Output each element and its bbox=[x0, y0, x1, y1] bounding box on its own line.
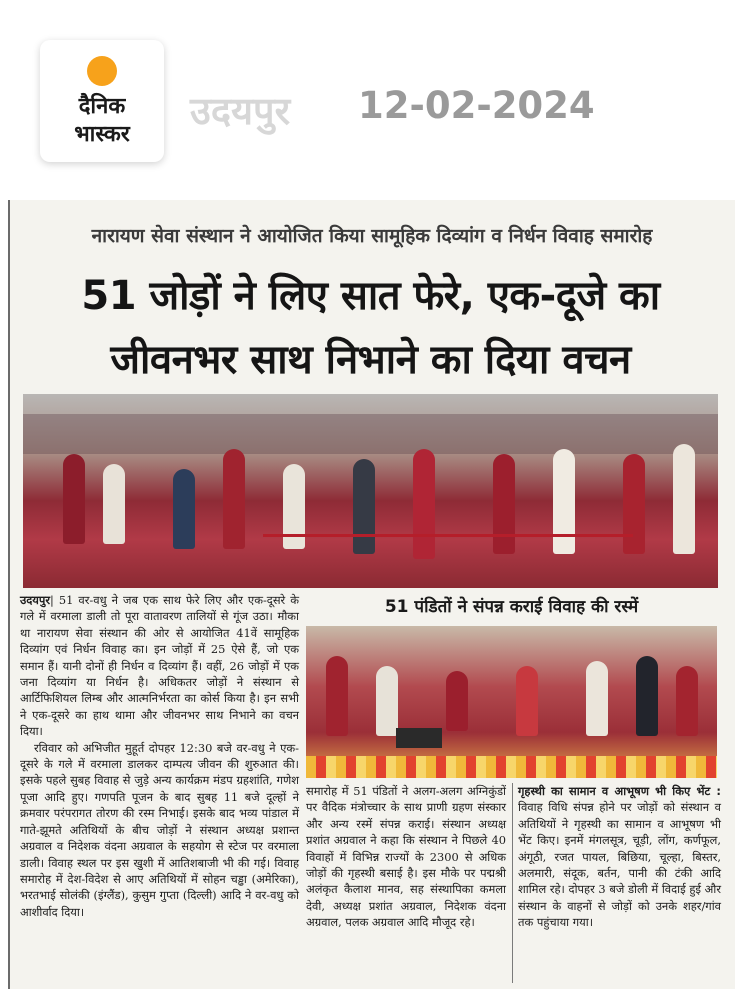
sidebox-text: विवाह विधि संपन्न होने पर जोड़ों को संस्थान व अतिथियों ने गृहस्थी का सामान व आभूषण भी भेंट किए। इनमें मंगलसूत्र, चूड़ी, लोंग, कर्णफूल, अंगूठी, रजत पायल, बिछिया, चूल्हा, बिस्तर, अलमारी, संदूक, बर्तन, पानी की टंकी आदि शामिल रहे। दोपहर 3 बजे डोली में विदाई हुई और संस्थान के वाहनों से जोड़ों को उनके शहर/गांव तक पहुंचाया गया। bbox=[518, 800, 721, 930]
column1-paragraph1: 51 वर-वधु ने जब एक साथ फेरे लिए और एक-दूसरे के गले में वरमाला डाली तो पूरा वातावरण तालियों से गूंज उठा। मौका था नारायण सेवा संस्थान की ओर से आयोजित 41वें सामूहिक दिव्यांग एवं निर्धन विवाह का। इन जोड़ों में 25 ऐसे हैं, जो एक समान हैं। यानी दोनों ही निर्धन व दिव्यांग हैं। वहीं, 26 जोड़ों में एक जना दिव्यांग या निर्धन है। अधिकतर जोड़ों ने संस्थान से आर्टिफिशियल लिम्ब और आत्मनिर्भरता का कोर्स किया है। इन सभी ने एक-दूसरे का हाथ थामा और जीवनभर साथ निभाने का वचन दिया। bbox=[20, 593, 299, 739]
dainik-bhaskar-logo bbox=[40, 40, 164, 162]
logo-text-line2: भास्कर bbox=[74, 122, 130, 147]
photo-caption: 51 पंडितों ने संपन्न कराई विवाह की रस्में bbox=[384, 597, 639, 617]
clipping-edge bbox=[8, 200, 10, 989]
flower-decoration bbox=[306, 756, 717, 778]
dateline: उदयपुर bbox=[20, 593, 51, 607]
column1-paragraph2: रविवार को अभिजीत मुहूर्त दोपहर 12:30 बजे वर-वधु ने एक-दूसरे के गले में वरमाला डालकर दाम्पत्य जीवन की शुरुआत की। इसके पहले सुबह विवाह से जुड़े अन्य कार्यक्रम मंडप ग्रहशांति, गणेश पूजा आदि हुए। गणपति पूजन के बाद सुबह 11 बजे दूल्हों ने क्रमवार परंपरागत तोरण की रस्म निभाई। इसके बाद भव्य पांडाल में गाते-झूमते अतिथियों के बीच जोड़ों ने संस्थान अध्यक्ष प्रशान्त अग्रवाल व निदेशक वंदना अग्रवाल के सहयोग से स्टेज पर वरमाला डाली। विवाह स्थल पर इस खुशी में आतिशबाजी भी की गई। विवाह समारोह में देश-विदेश से आए अतिथियों में सोहन चड्ढा (अमेरिका), भरतभाई सोलंकी (इंग्लैंड), कुसुम गुप्ता (दिल्ली) आदि ने वर-वधु को आशीर्वाद दिया। bbox=[20, 740, 299, 919]
column2-paragraph: समारोह में 51 पंडितों ने अलग-अलग अग्निकुंडों पर वैदिक मंत्रोच्चार के साथ प्राणी ग्रहण संस्कार और अन्य रस्में संपन्न कराई। संस्थान अध्यक्ष प्रशांत अग्रवाल ने कहा कि संस्थान ने पिछले 40 विवाहों में विभिन्न राज्यों के 2300 से अधिक जोड़ों की गृहस्थी बसाई है। इस मौके पर पद्मश्री अलंकृत कैलाश मानव, सह संस्थापिका कमला देवी, अध्यक्ष प्रशांत अग्रवाल, निदेशक वंदना अग्रवाल, पलक अग्रवाल आदि मौजूद रहे। bbox=[306, 784, 506, 930]
headline-line1: 51 जोड़ों ने लिए सात फेरे, एक-दूजे का bbox=[81, 273, 660, 319]
sidebox-heading: गृहस्थी का सामान व आभूषण भी किए भेंट : bbox=[518, 784, 721, 798]
article-column-3 bbox=[518, 783, 721, 931]
edition-city: उदयपुर bbox=[190, 89, 291, 133]
article-column-1: उदयपुर| 51 वर-वधु ने जब एक साथ फेरे लिए और एक-दूसरे के गले में वरमाला डाली तो पूरा वातावरण तालियों से गूंज उठा। मौका था नारायण सेवा संस्थान की ओर से आयोजित 41वें सामूहिक दिव्यांग एवं निर्धन विवाह का। इन जोड़ों में 25 ऐसे हैं, जो एक समान हैं। यानी दोनों ही निर्धन व दिव्यांग हैं। वहीं, 26 जोड़ों में एक जना दिव्यांग या निर्धन है। अधिकतर जोड़ों ने संस्थान से आर्टिफिशियल लिम्ब और आत्मनिर्भरता का कोर्स किया है। इन सभी ने एक-दूसरे का हाथ थामा और जीवनभर साथ निभाने का वचन दिया। रविवार को अभिजीत मुहूर्त दोपहर 12:30 बजे वर-वधु ने एक-दूसरे के गले में वरमाला डालकर दाम्पत्य जीवन की शुरुआत की। इसके पहले सुबह विवाह से जुड़े अन्य कार्यक्रम मंडप ग्रहशांति, गणेश पूजा आदि हुए। गणपति पूजन के बाद सुबह 11 बजे दूल्हों ने क्रमवार परंपरागत तोरण की रस्म निभाई। इसके बाद भव्य पांडाल में गाते-झूमते अतिथियों के बीच जोड़ों ने संस्थान अध्यक्ष प्रशान्त अग्रवाल व निदेशक वंदना अग्रवाल के सहयोग से स्टेज पर वरमाला डाली। विवाह स्थल पर इस खुशी में आतिशबाजी भी की गई। विवाह समारोह में देश-विदेश से आए अतिथियों में सोहन चड्ढा (अमेरिका), भरतभाई सोलंकी (इंग्लैंड), कुसुम गुप्ता (दिल्ली) आदि ने वर-वधु को आशीर्वाद दिया। bbox=[20, 593, 299, 919]
article-column-2 bbox=[306, 783, 506, 931]
sun-icon bbox=[87, 56, 117, 86]
logo-text-line1: दैनिक bbox=[78, 94, 126, 119]
lectern bbox=[396, 728, 442, 748]
column-divider bbox=[512, 783, 513, 983]
rituals-stage-photo bbox=[306, 626, 717, 778]
newspaper-clipping bbox=[8, 200, 735, 989]
article-kicker: नारायण सेवा संस्थान ने आयोजित किया सामूहिक दिव्यांग व निर्धन विवाह समारोह bbox=[91, 225, 653, 247]
edition-date: 12-02-2024 bbox=[358, 84, 595, 127]
headline-line2: जीवनभर साथ निभाने का दिया वचन bbox=[110, 337, 631, 383]
wedding-couples-photo bbox=[23, 394, 718, 588]
